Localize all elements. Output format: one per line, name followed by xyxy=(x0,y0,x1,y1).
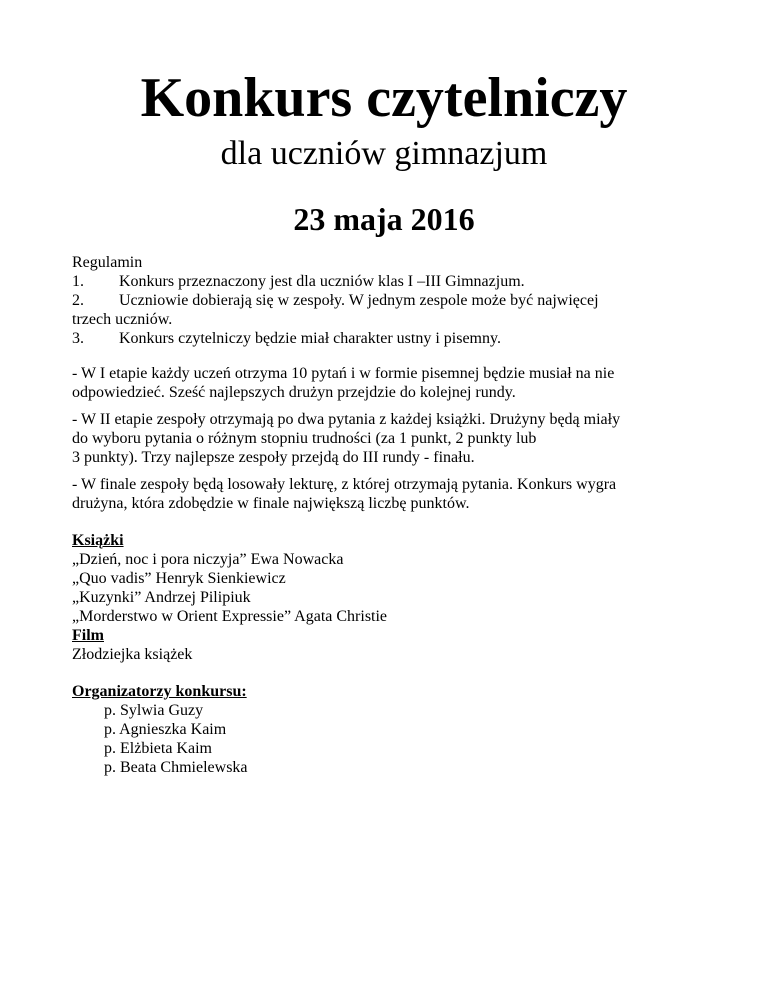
rule-item-1 xyxy=(72,272,712,291)
stage-line: 3 punkty). Trzy najlepsze zespoły przejdą do III rundy - finału. xyxy=(72,449,475,466)
books-section xyxy=(72,531,712,664)
rule-number: 2. xyxy=(72,292,84,309)
page-subtitle: dla uczniów gimnazjum xyxy=(220,135,548,172)
film-item: Złodziejka książek xyxy=(72,646,193,663)
event-date: 23 maja 2016 xyxy=(293,201,475,237)
stage-paragraph-2 xyxy=(72,410,712,467)
stage-line: - W I etapie każdy uczeń otrzyma 10 pytań i w formie pisemnej będzie musiał na nie xyxy=(72,365,615,382)
organizers-list xyxy=(72,701,712,777)
page-title: Konkurs czytelniczy xyxy=(140,67,628,129)
stage-line: do wyboru pytania o różnym stopniu trudności (za 1 punkt, 2 punkty lub xyxy=(72,430,537,447)
organizer-item: p. Elżbieta Kaim xyxy=(104,740,212,757)
rule-item-2 xyxy=(72,291,712,310)
rule-text-continued: trzech uczniów. xyxy=(72,311,173,328)
organizer-item: p. Agnieszka Kaim xyxy=(104,721,227,738)
books-heading: Książki xyxy=(72,532,124,549)
stage-line: drużyna, która zdobędzie w finale największą liczbę punktów. xyxy=(72,495,470,512)
stage-paragraph-1 xyxy=(72,364,712,402)
organizer-item: p. Beata Chmielewska xyxy=(104,759,248,776)
rule-text: Uczniowie dobierają się w zespoły. W jednym zespole może być najwięcej xyxy=(119,292,599,309)
rule-text: Konkurs przeznaczony jest dla uczniów klas I –III Gimnazjum. xyxy=(119,273,525,290)
document-body xyxy=(72,253,712,777)
stage-line: odpowiedzieć. Sześć najlepszych drużyn przejdzie do kolejnej rundy. xyxy=(72,384,516,401)
rule-number: 3. xyxy=(72,330,84,347)
organizers-section xyxy=(72,682,712,777)
stage-line: - W finale zespoły będą losowały lekturę, z której otrzymają pytania. Konkurs wygra xyxy=(72,476,617,493)
book-item: „Quo vadis” Henryk Sienkiewicz xyxy=(72,570,286,587)
rule-text: Konkurs czytelniczy będzie miał charakter ustny i pisemny. xyxy=(119,330,501,347)
film-heading: Film xyxy=(72,627,104,644)
book-item: „Kuzynki” Andrzej Pilipiuk xyxy=(72,589,251,606)
stage-line: - W II etapie zespoły otrzymają po dwa pytania z każdej książki. Drużyny będą miały xyxy=(72,411,621,428)
organizer-item: p. Sylwia Guzy xyxy=(104,702,204,719)
organizers-heading: Organizatorzy konkursu: xyxy=(72,683,247,700)
book-item: „Dzień, noc i pora niczyja” Ewa Nowacka xyxy=(72,551,344,568)
book-item: „Morderstwo w Orient Expressie” Agata Christie xyxy=(72,608,388,625)
rule-number: 1. xyxy=(72,273,84,290)
rule-item-3 xyxy=(72,329,712,348)
stage-paragraph-3 xyxy=(72,475,712,513)
rules-heading: Regulamin xyxy=(72,254,143,271)
